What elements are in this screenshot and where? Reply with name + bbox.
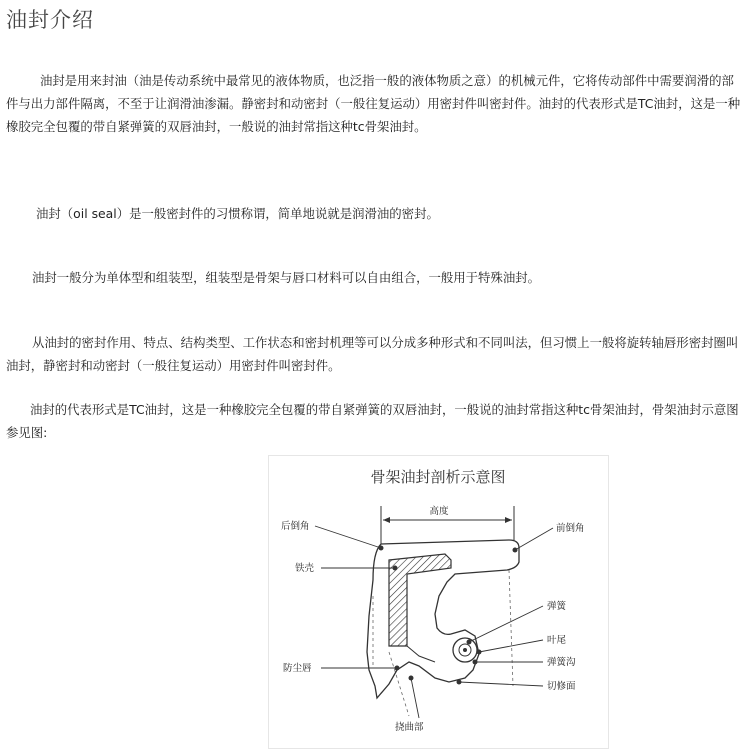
seal-cross-section-diagram (268, 455, 609, 749)
svg-text:铁壳: 铁壳 (295, 563, 315, 574)
paragraph-classification: 从油封的密封作用、特点、结构类型、工作状态和密封机理等可以分成多种形式和不同叫法，但习惯上一般将旋转轴唇形密封圈叫油封，静密封和动密封（一般往复运动）用密封件叫密封件。 (6, 335, 739, 373)
label-cut-surface (457, 680, 577, 693)
svg-text:防尘唇: 防尘唇 (283, 663, 312, 674)
label-rear-chamfer (281, 520, 384, 551)
height-label: 高度 (429, 506, 449, 517)
svg-text:切修面: 切修面 (547, 681, 576, 692)
paragraph-oil-seal-definition: 油封（oil seal）是一般密封件的习惯称谓，简单地说就是润滑油的密封。 (36, 206, 439, 221)
page-title: 油封介绍 (6, 8, 94, 32)
paragraph-intro: 油封是用来封油（油是传动系统中最常见的液体物质，也泛指一般的液体物质之意）的机械元件，它将传动部件中需要润滑的部件与出力部件隔离，不至于让润滑油渗漏。静密封和动密封（一般往复运动）用密封件叫密封件。油封的代表形式是TC油封，这是一种橡胶完全包覆的带自紧弹簧的双唇油封，一般说的油封常指这种tc骨架油封。 (6, 73, 741, 134)
svg-text:前倒角: 前倒角 (556, 523, 585, 534)
seal-body (367, 540, 519, 716)
svg-text:弹簧: 弹簧 (547, 601, 567, 612)
label-front-chamfer (513, 522, 585, 553)
height-dimension (381, 505, 514, 544)
svg-text:挠曲部: 挠曲部 (395, 722, 424, 733)
svg-text:叶尾: 叶尾 (547, 635, 567, 646)
label-lip-tail (477, 634, 567, 655)
label-spring-groove (473, 656, 577, 668)
label-flex-section (395, 676, 424, 734)
label-metal-shell (295, 562, 398, 574)
svg-text:弹簧沟: 弹簧沟 (547, 657, 576, 668)
paragraph-types: 油封一般分为单体型和组装型，组装型是骨架与唇口材料可以自由组合，一般用于特殊油封。 (32, 270, 541, 285)
diagram-title: 骨架油封剖析示意图 (370, 468, 506, 486)
label-dust-lip (283, 662, 400, 674)
svg-text:后倒角: 后倒角 (281, 521, 310, 532)
paragraph-tc-seal: 油封的代表形式是TC油封，这是一种橡胶完全包覆的带自紧弹簧的双唇油封，一般说的油封常指这种tc骨架油封，骨架油封示意图 参见图: (6, 402, 739, 440)
